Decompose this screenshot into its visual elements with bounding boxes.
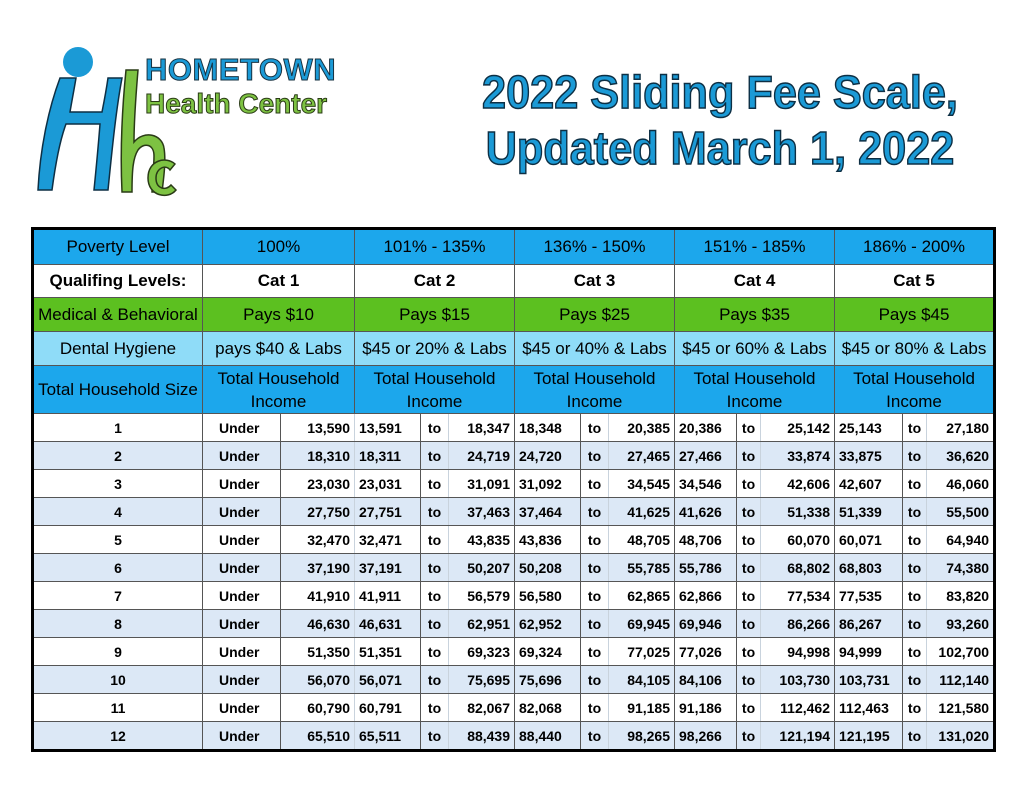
to-label: to: [903, 498, 927, 526]
table-row: [33, 582, 995, 610]
cat4-income-min: 20,386: [675, 414, 737, 442]
to-label: to: [737, 722, 761, 751]
income-header-line2: Income: [566, 391, 623, 411]
under-label: Under: [203, 722, 281, 751]
cat3-income-max: 34,545: [609, 470, 675, 498]
cat2-income-min: 27,751: [355, 498, 421, 526]
cat3-income-max: 48,705: [609, 526, 675, 554]
to-label: to: [581, 610, 609, 638]
table-row: [33, 414, 995, 442]
cat2-income-min: 46,631: [355, 610, 421, 638]
cat3-income-max: 69,945: [609, 610, 675, 638]
to-label: to: [737, 582, 761, 610]
cat4-income-min: 41,626: [675, 498, 737, 526]
category-2: Cat 2: [355, 265, 515, 298]
cat2-income-max: 31,091: [449, 470, 515, 498]
cat5-income-max: 93,260: [927, 610, 995, 638]
cat2-income-min: 37,191: [355, 554, 421, 582]
dental-fee-cat1: pays $40 & Labs: [203, 332, 355, 366]
dental-fee-cat3: $45 or 40% & Labs: [515, 332, 675, 366]
to-label: to: [421, 470, 449, 498]
income-header-line1: Total Household: [533, 368, 656, 388]
cat3-income-max: 77,025: [609, 638, 675, 666]
cat2-income-min: 60,791: [355, 694, 421, 722]
household-size-cell: 11: [33, 694, 203, 722]
under-label: Under: [203, 414, 281, 442]
page-title: [457, 64, 983, 176]
to-label: to: [737, 666, 761, 694]
to-label: to: [581, 666, 609, 694]
to-label: to: [421, 638, 449, 666]
under-label: Under: [203, 498, 281, 526]
to-label: to: [903, 722, 927, 751]
cat2-income-max: 69,323: [449, 638, 515, 666]
medical-behavioral-row: [33, 298, 995, 332]
cat1-income-max: 65,510: [281, 722, 355, 751]
cat3-income-min: 69,324: [515, 638, 581, 666]
to-label: to: [421, 498, 449, 526]
under-label: Under: [203, 610, 281, 638]
cat5-income-max: 131,020: [927, 722, 995, 751]
to-label: to: [581, 414, 609, 442]
cat3-income-max: 62,865: [609, 582, 675, 610]
category-4: Cat 4: [675, 265, 835, 298]
cat3-income-min: 37,464: [515, 498, 581, 526]
cat4-income-max: 60,070: [761, 526, 835, 554]
cat2-income-max: 62,951: [449, 610, 515, 638]
income-header-cat5: [835, 366, 995, 414]
dental-hygiene-row: [33, 332, 995, 366]
cat5-income-min: 33,875: [835, 442, 903, 470]
cat1-income-max: 18,310: [281, 442, 355, 470]
to-label: to: [581, 694, 609, 722]
cat5-income-min: 86,267: [835, 610, 903, 638]
cat5-income-max: 112,140: [927, 666, 995, 694]
to-label: to: [737, 470, 761, 498]
logo-brand-line2: Health Center: [145, 88, 328, 119]
logo-brand-line1: HOMETOWN: [145, 52, 337, 87]
to-label: to: [581, 638, 609, 666]
category-5: Cat 5: [835, 265, 995, 298]
to-label: to: [737, 442, 761, 470]
to-label: to: [903, 638, 927, 666]
under-label: Under: [203, 694, 281, 722]
cat3-income-max: 55,785: [609, 554, 675, 582]
cat3-income-min: 18,348: [515, 414, 581, 442]
to-label: to: [737, 638, 761, 666]
to-label: to: [737, 694, 761, 722]
cat2-income-max: 18,347: [449, 414, 515, 442]
cat5-income-max: 64,940: [927, 526, 995, 554]
income-header-line2: Income: [886, 391, 942, 411]
dental-fee-cat2: $45 or 20% & Labs: [355, 332, 515, 366]
to-label: to: [421, 442, 449, 470]
household-size-cell: 4: [33, 498, 203, 526]
cat4-income-max: 51,338: [761, 498, 835, 526]
under-label: Under: [203, 526, 281, 554]
poverty-level-cat1: 100%: [203, 229, 355, 265]
cat4-income-min: 27,466: [675, 442, 737, 470]
cat5-income-min: 112,463: [835, 694, 903, 722]
cat5-income-max: 46,060: [927, 470, 995, 498]
cat5-income-max: 121,580: [927, 694, 995, 722]
cat2-income-max: 24,719: [449, 442, 515, 470]
cat2-income-max: 43,835: [449, 526, 515, 554]
to-label: to: [903, 582, 927, 610]
under-label: Under: [203, 554, 281, 582]
title-line-2: Updated March 1, 2022: [485, 122, 955, 174]
medical-fee-cat2: Pays $15: [355, 298, 515, 332]
medical-fee-cat5: Pays $45: [835, 298, 995, 332]
table-row: [33, 722, 995, 751]
cat2-income-max: 37,463: [449, 498, 515, 526]
to-label: to: [903, 554, 927, 582]
household-size-cell: 1: [33, 414, 203, 442]
to-label: to: [421, 722, 449, 751]
to-label: to: [581, 442, 609, 470]
to-label: to: [581, 582, 609, 610]
cat5-income-min: 42,607: [835, 470, 903, 498]
cat3-income-max: 91,185: [609, 694, 675, 722]
household-size-cell: 5: [33, 526, 203, 554]
cat4-income-max: 33,874: [761, 442, 835, 470]
poverty-level-cat2: 101% - 135%: [355, 229, 515, 265]
to-label: to: [903, 414, 927, 442]
cat4-income-min: 55,786: [675, 554, 737, 582]
poverty-level-cat5: 186% - 200%: [835, 229, 995, 265]
cat5-income-max: 55,500: [927, 498, 995, 526]
cat4-income-max: 94,998: [761, 638, 835, 666]
to-label: to: [581, 526, 609, 554]
cat5-income-max: 74,380: [927, 554, 995, 582]
income-header-line2: Income: [726, 391, 783, 411]
title-line-1: 2022 Sliding Fee Scale,: [482, 66, 958, 118]
to-label: to: [903, 526, 927, 554]
table-row: [33, 470, 995, 498]
cat3-income-min: 82,068: [515, 694, 581, 722]
cat1-income-max: 41,910: [281, 582, 355, 610]
income-header-line2: Income: [406, 391, 463, 411]
to-label: to: [421, 414, 449, 442]
cat1-income-max: 46,630: [281, 610, 355, 638]
to-label: to: [737, 498, 761, 526]
cat4-income-max: 121,194: [761, 722, 835, 751]
poverty-level-label: Poverty Level: [33, 229, 203, 265]
medical-fee-cat3: Pays $25: [515, 298, 675, 332]
cat2-income-min: 56,071: [355, 666, 421, 694]
cat5-income-max: 83,820: [927, 582, 995, 610]
cat5-income-min: 103,731: [835, 666, 903, 694]
cat2-income-min: 41,911: [355, 582, 421, 610]
cat2-income-min: 51,351: [355, 638, 421, 666]
cat5-income-max: 36,620: [927, 442, 995, 470]
to-label: to: [737, 414, 761, 442]
cat3-income-max: 41,625: [609, 498, 675, 526]
to-label: to: [737, 554, 761, 582]
household-size-cell: 10: [33, 666, 203, 694]
medical-behavioral-label: Medical & Behavioral: [33, 298, 203, 332]
to-label: to: [421, 694, 449, 722]
to-label: to: [903, 470, 927, 498]
qualifying-levels-row: [33, 265, 995, 298]
cat3-income-max: 20,385: [609, 414, 675, 442]
cat4-income-min: 34,546: [675, 470, 737, 498]
under-label: Under: [203, 638, 281, 666]
cat5-income-min: 121,195: [835, 722, 903, 751]
cat4-income-min: 48,706: [675, 526, 737, 554]
cat3-income-min: 43,836: [515, 526, 581, 554]
to-label: to: [737, 610, 761, 638]
income-header-cat4: [675, 366, 835, 414]
income-header-line1: Total Household: [373, 368, 496, 388]
cat1-income-max: 37,190: [281, 554, 355, 582]
cat2-income-min: 32,471: [355, 526, 421, 554]
household-size-label: Total Household Size: [33, 366, 203, 414]
cat4-income-max: 77,534: [761, 582, 835, 610]
cat3-income-max: 84,105: [609, 666, 675, 694]
cat4-income-max: 86,266: [761, 610, 835, 638]
poverty-level-row: [33, 229, 995, 265]
to-label: to: [737, 526, 761, 554]
cat4-income-max: 112,462: [761, 694, 835, 722]
cat4-income-min: 91,186: [675, 694, 737, 722]
cat2-income-max: 82,067: [449, 694, 515, 722]
cat4-income-min: 62,866: [675, 582, 737, 610]
cat2-income-max: 88,439: [449, 722, 515, 751]
cat2-income-min: 13,591: [355, 414, 421, 442]
table-row: [33, 498, 995, 526]
category-3: Cat 3: [515, 265, 675, 298]
to-label: to: [903, 610, 927, 638]
cat3-income-max: 98,265: [609, 722, 675, 751]
cat3-income-min: 62,952: [515, 610, 581, 638]
income-header-cat1: [203, 366, 355, 414]
dental-fee-cat5: $45 or 80% & Labs: [835, 332, 995, 366]
cat5-income-min: 94,999: [835, 638, 903, 666]
income-header-line1: Total Household: [853, 368, 975, 388]
household-size-header-row: [33, 366, 995, 414]
cat3-income-min: 88,440: [515, 722, 581, 751]
table-row: [33, 554, 995, 582]
table-row: [33, 442, 995, 470]
table-row: [33, 638, 995, 666]
cat1-income-max: 23,030: [281, 470, 355, 498]
cat3-income-min: 50,208: [515, 554, 581, 582]
cat4-income-min: 84,106: [675, 666, 737, 694]
dental-fee-cat4: $45 or 60% & Labs: [675, 332, 835, 366]
medical-fee-cat4: Pays $35: [675, 298, 835, 332]
to-label: to: [903, 694, 927, 722]
household-size-cell: 2: [33, 442, 203, 470]
dental-hygiene-label: Dental Hygiene: [33, 332, 203, 366]
to-label: to: [581, 554, 609, 582]
cat1-income-max: 51,350: [281, 638, 355, 666]
cat4-income-max: 68,802: [761, 554, 835, 582]
income-header-cat3: [515, 366, 675, 414]
to-label: to: [903, 442, 927, 470]
to-label: to: [581, 470, 609, 498]
cat1-income-max: 27,750: [281, 498, 355, 526]
cat1-income-max: 32,470: [281, 526, 355, 554]
household-size-cell: 12: [33, 722, 203, 751]
cat4-income-max: 103,730: [761, 666, 835, 694]
cat1-income-max: 60,790: [281, 694, 355, 722]
table-row: [33, 666, 995, 694]
cat4-income-min: 77,026: [675, 638, 737, 666]
to-label: to: [421, 526, 449, 554]
table-row: [33, 526, 995, 554]
cat5-income-min: 51,339: [835, 498, 903, 526]
cat4-income-min: 69,946: [675, 610, 737, 638]
household-size-cell: 8: [33, 610, 203, 638]
cat5-income-min: 68,803: [835, 554, 903, 582]
household-size-cell: 3: [33, 470, 203, 498]
to-label: to: [903, 666, 927, 694]
to-label: to: [421, 582, 449, 610]
cat4-income-max: 42,606: [761, 470, 835, 498]
cat2-income-min: 18,311: [355, 442, 421, 470]
income-header-line2: Income: [250, 391, 307, 411]
household-size-cell: 7: [33, 582, 203, 610]
sliding-fee-table: [31, 227, 996, 752]
category-1: Cat 1: [203, 265, 355, 298]
under-label: Under: [203, 582, 281, 610]
cat3-income-min: 56,580: [515, 582, 581, 610]
cat1-income-max: 13,590: [281, 414, 355, 442]
cat3-income-min: 31,092: [515, 470, 581, 498]
cat2-income-max: 50,207: [449, 554, 515, 582]
cat5-income-min: 25,143: [835, 414, 903, 442]
income-header-line1: Total Household: [693, 368, 816, 388]
cat5-income-max: 27,180: [927, 414, 995, 442]
to-label: to: [581, 498, 609, 526]
cat1-income-max: 56,070: [281, 666, 355, 694]
cat4-income-max: 25,142: [761, 414, 835, 442]
cat5-income-max: 102,700: [927, 638, 995, 666]
to-label: to: [421, 666, 449, 694]
under-label: Under: [203, 666, 281, 694]
cat3-income-max: 27,465: [609, 442, 675, 470]
to-label: to: [421, 554, 449, 582]
income-header-line1: Total Household: [217, 368, 340, 388]
cat2-income-max: 56,579: [449, 582, 515, 610]
household-size-cell: 6: [33, 554, 203, 582]
table-row: [33, 610, 995, 638]
poverty-level-cat3: 136% - 150%: [515, 229, 675, 265]
cat2-income-min: 65,511: [355, 722, 421, 751]
medical-fee-cat1: Pays $10: [203, 298, 355, 332]
household-size-cell: 9: [33, 638, 203, 666]
poverty-level-cat4: 151% - 185%: [675, 229, 835, 265]
table-row: [33, 694, 995, 722]
to-label: to: [581, 722, 609, 751]
income-header-cat2: [355, 366, 515, 414]
cat2-income-max: 75,695: [449, 666, 515, 694]
to-label: to: [421, 610, 449, 638]
cat5-income-min: 77,535: [835, 582, 903, 610]
cat2-income-min: 23,031: [355, 470, 421, 498]
under-label: Under: [203, 470, 281, 498]
cat4-income-min: 98,266: [675, 722, 737, 751]
under-label: Under: [203, 442, 281, 470]
cat3-income-min: 24,720: [515, 442, 581, 470]
cat3-income-min: 75,696: [515, 666, 581, 694]
qualifying-levels-label: Qualifing Levels:: [33, 265, 203, 298]
cat5-income-min: 60,071: [835, 526, 903, 554]
